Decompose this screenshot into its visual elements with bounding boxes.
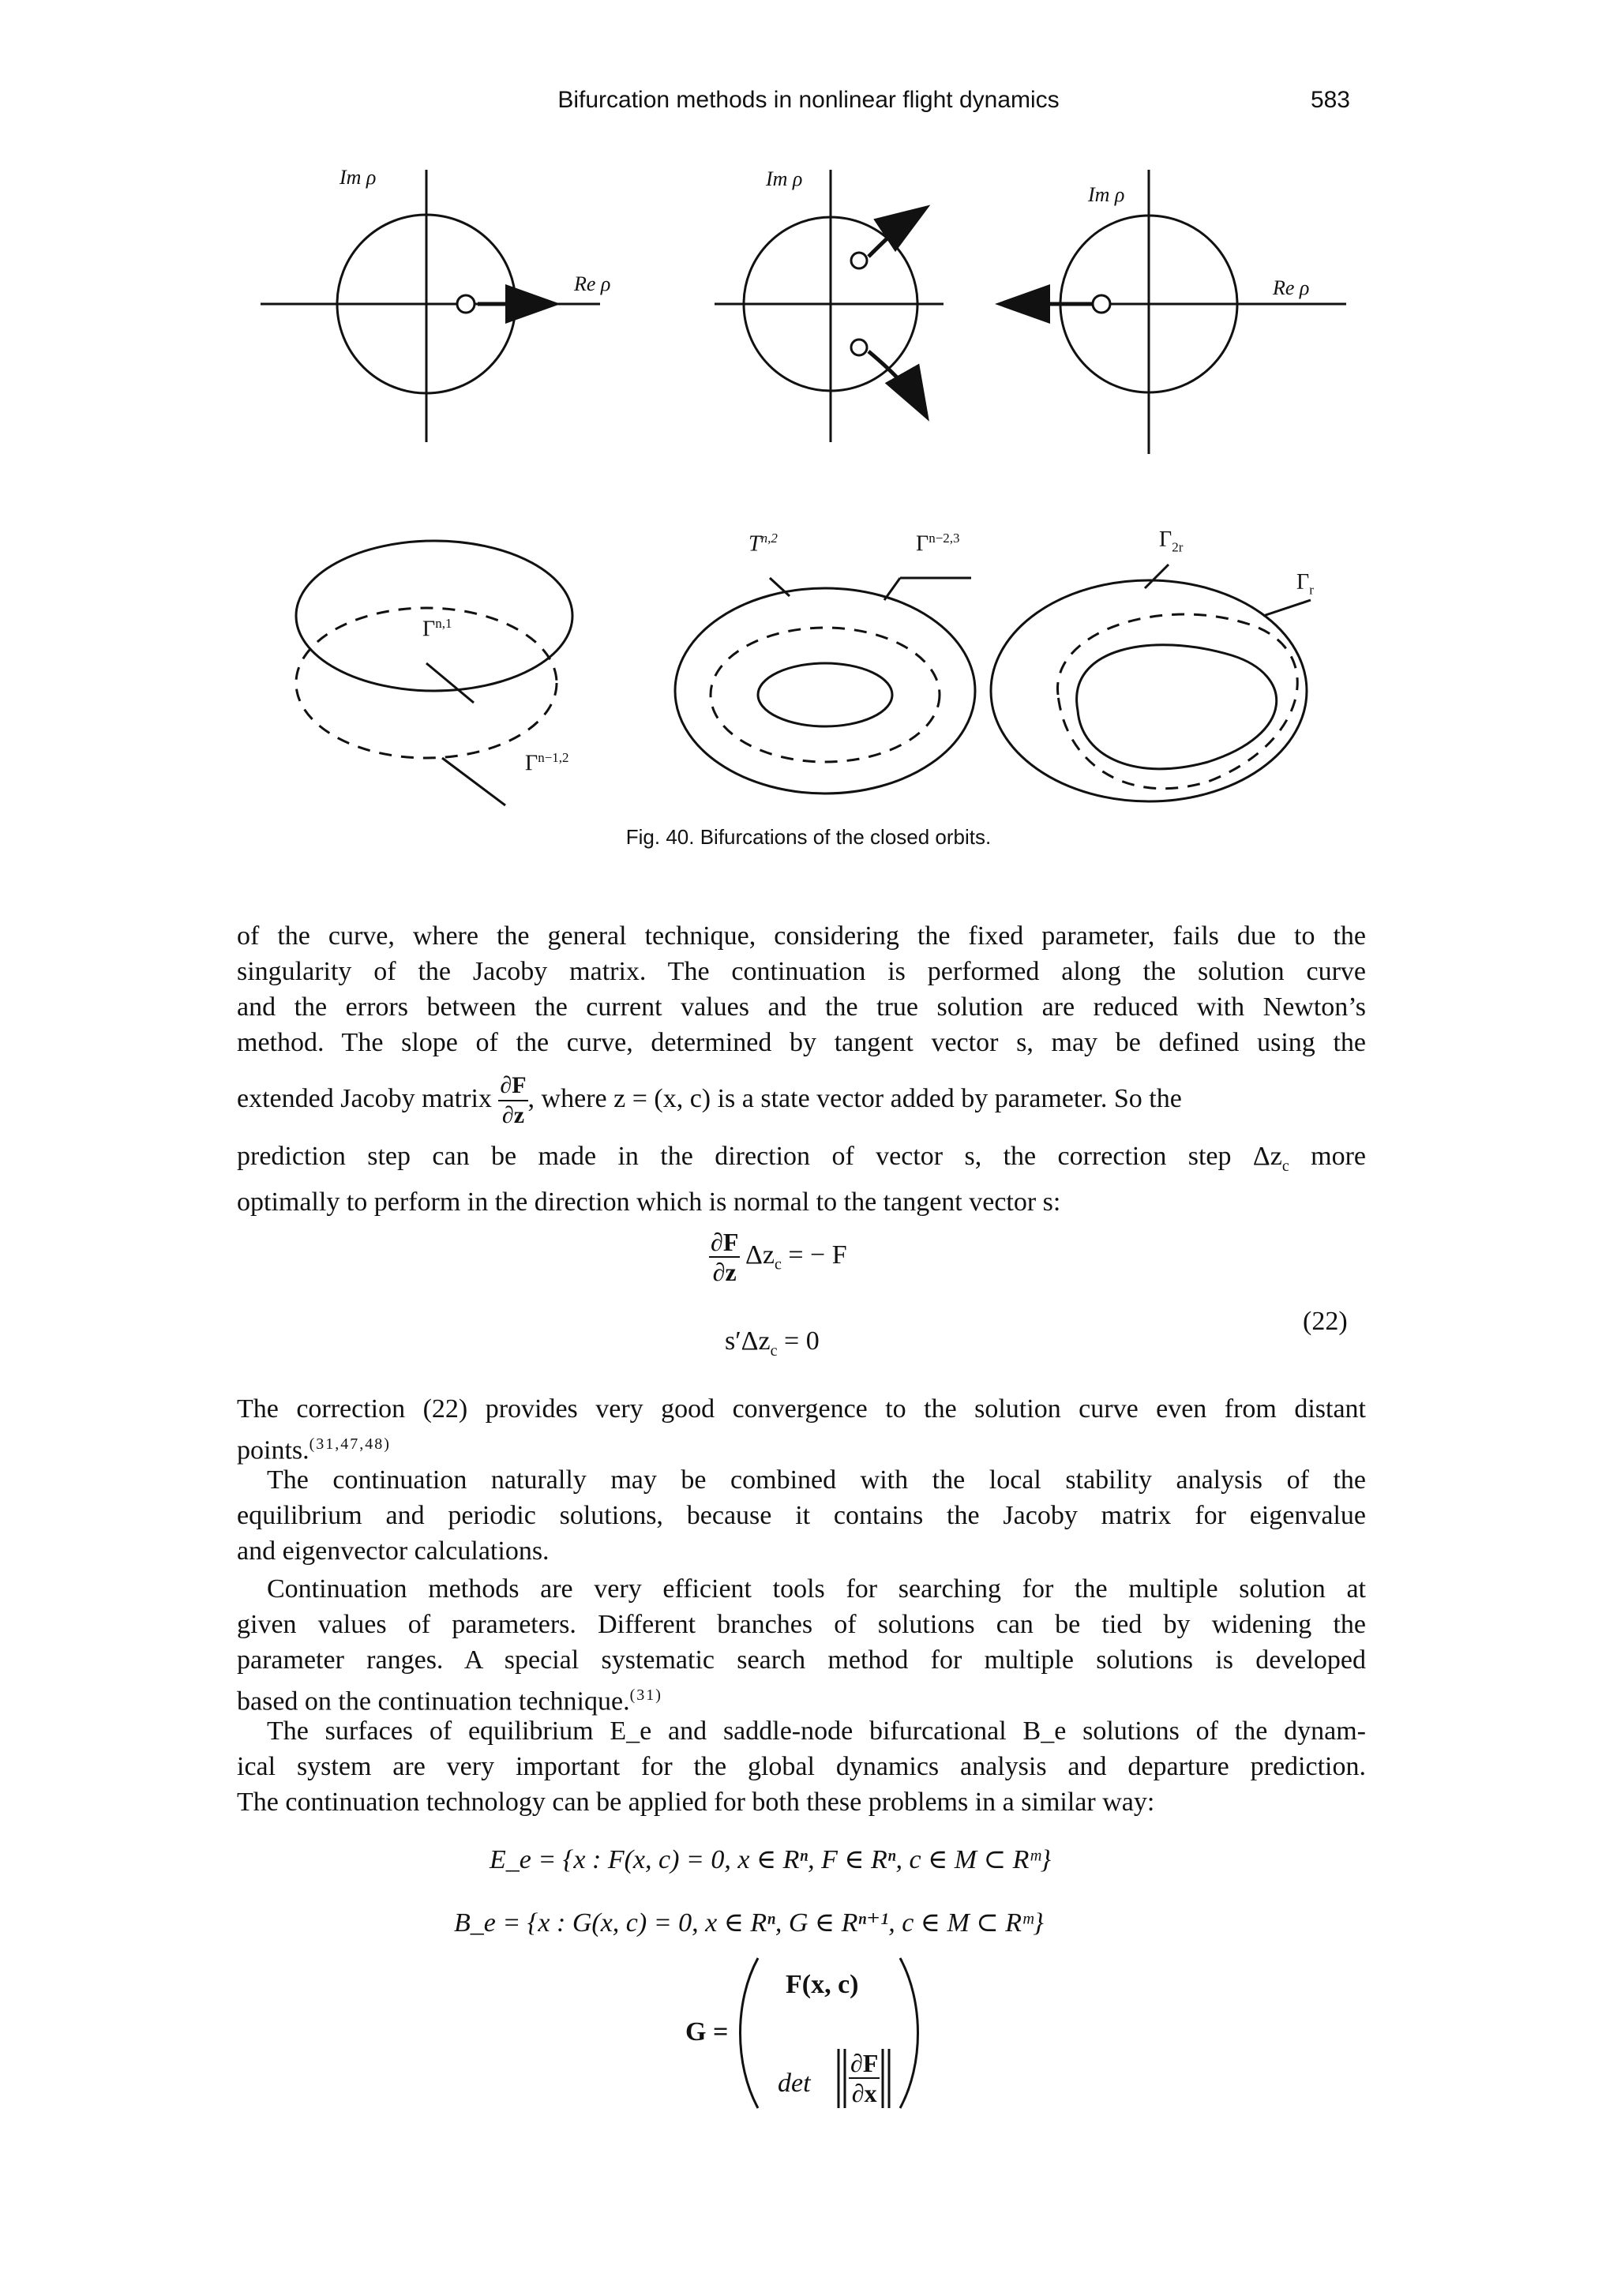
paragraph-2: The correction (22) provides very good convergence to the solution curve even from distant points.$^{(31,47,48)}$	[237, 1394, 1366, 1465]
figure-caption: Fig. 40. Bifurcations of the closed orbits.	[625, 825, 992, 849]
leader-line-5	[884, 578, 900, 600]
equation-22-line-1: $\frac{\partial F}{\partial z}$ $\Delta z_c$ = − F	[711, 1228, 847, 1286]
figure-unit-circles	[0, 0, 1617, 869]
leader-line-6	[1145, 565, 1169, 588]
equation-22-number: (22)	[1303, 1307, 1348, 1336]
re-axis-label-3: Re ρ	[1273, 276, 1310, 299]
equation-equilibrium-surface: E_e = {x : F(x, c) = 0, x ∈ Rⁿ, F ∈ Rⁿ, c ∈ M ⊂ Rᵐ}	[490, 1845, 1052, 1874]
page-number: 583	[1310, 87, 1350, 113]
paragraph-4: Continuation methods are very efficient tools for searching for the multiple solution at given values of parameters. Different branches of solutions can be tied by widening the parameter ranges. A special systematic search method for multiple solutions is developed based on the continuation technique.$^{(31)}$	[237, 1574, 1366, 1716]
p1-line-5: extended Jacoby matrix $\frac{\partial F}{\partial z}$ , where z = (x, c) is a state vector added by parameter. So the	[237, 1072, 1182, 1128]
p1-line-2: singularity of the Jacoby matrix. The continuation is performed along the solution curve	[237, 957, 1366, 986]
im-axis-label-3: Im ρ	[1088, 183, 1125, 206]
multiplier-point-3	[1093, 295, 1110, 313]
multiplier-point-2b	[851, 340, 867, 355]
leader-line-2	[442, 758, 505, 805]
im-axis-label-2: Im ρ	[766, 167, 803, 190]
g-matrix-det: det	[778, 2069, 811, 2098]
g-matrix-fraction: $\frac{\partial F}{\partial x}$	[850, 2049, 879, 2107]
gamma-n-2-3-label: $\Gamma^{n-2,3}$	[916, 531, 960, 557]
paragraph-1	[237, 918, 1366, 1060]
orbit-3-dashed	[1057, 614, 1297, 789]
torus-dashed-outer	[711, 628, 940, 762]
multiplier-point-2a	[851, 253, 867, 268]
equation-22-line-2: $s'\Delta z_c = 0$	[725, 1326, 820, 1360]
orbit-3-solid	[1077, 645, 1277, 769]
equation-G-lhs: G =	[685, 2017, 729, 2047]
gamma-n1-label: Γ$^{n,1}$	[422, 616, 452, 642]
p1-line-4: method. The slope of the curve, determined by tangent vector s, may be defined using the	[237, 1028, 1366, 1057]
torus-inner	[758, 663, 892, 726]
re-axis-label-1: Re ρ	[574, 272, 611, 295]
equation-bifurcation-surface: B_e = {x : G(x, c) = 0, x ∈ Rⁿ, G ∈ Rⁿ⁺¹, c ∈ M ⊂ Rᵐ}	[454, 1908, 1044, 1938]
jacoby-fraction: $\frac{\partial F}{\partial z}$	[500, 1072, 527, 1128]
gamma-r-label: $\Gamma_r$	[1296, 570, 1314, 598]
im-axis-label-1: Im ρ	[340, 166, 377, 189]
running-title: Bifurcation methods in nonlinear flight dynamics	[557, 87, 1060, 113]
gamma-2r-label: $\Gamma_{2r}$	[1159, 527, 1184, 555]
paragraph-5: The surfaces of equilibrium E_e and saddle-node bifurcational B_e solutions of the dynam- ical system are very important for the global dynamics analysis and departure prediction. The continuation technology can be applied for both these problems in a similar way:	[237, 1716, 1366, 1817]
gamma-n-1-2-label: $\Gamma^{n-1,2}$	[525, 750, 569, 776]
p1-line-6: prediction step can be made in the direction of vector s, the correction step $\Delta z_c$ more optimally to perform in the direction which is normal to the tangent vector s:	[237, 1142, 1366, 1217]
leader-line-7	[1263, 600, 1311, 616]
multiplier-point-1	[457, 295, 475, 313]
torus-label: T$^{n,2}$	[748, 531, 778, 557]
p1-line-3: and the errors between the current values and the true solution are reduced with Newton’s	[237, 992, 1366, 1022]
p1-line-1: of the curve, where the general technique, considering the fixed parameter, fails due to the	[237, 921, 1366, 951]
multiplier-path-2a	[869, 209, 924, 257]
leader-line-1	[426, 663, 474, 703]
paragraph-3: The continuation naturally may be combined with the local stability analysis of the equilibrium and periodic solutions, because it contains the Jacoby matrix for eigenvalue and eigenvector calculations.	[237, 1465, 1366, 1566]
g-matrix-top: F(x, c)	[786, 1970, 859, 1999]
